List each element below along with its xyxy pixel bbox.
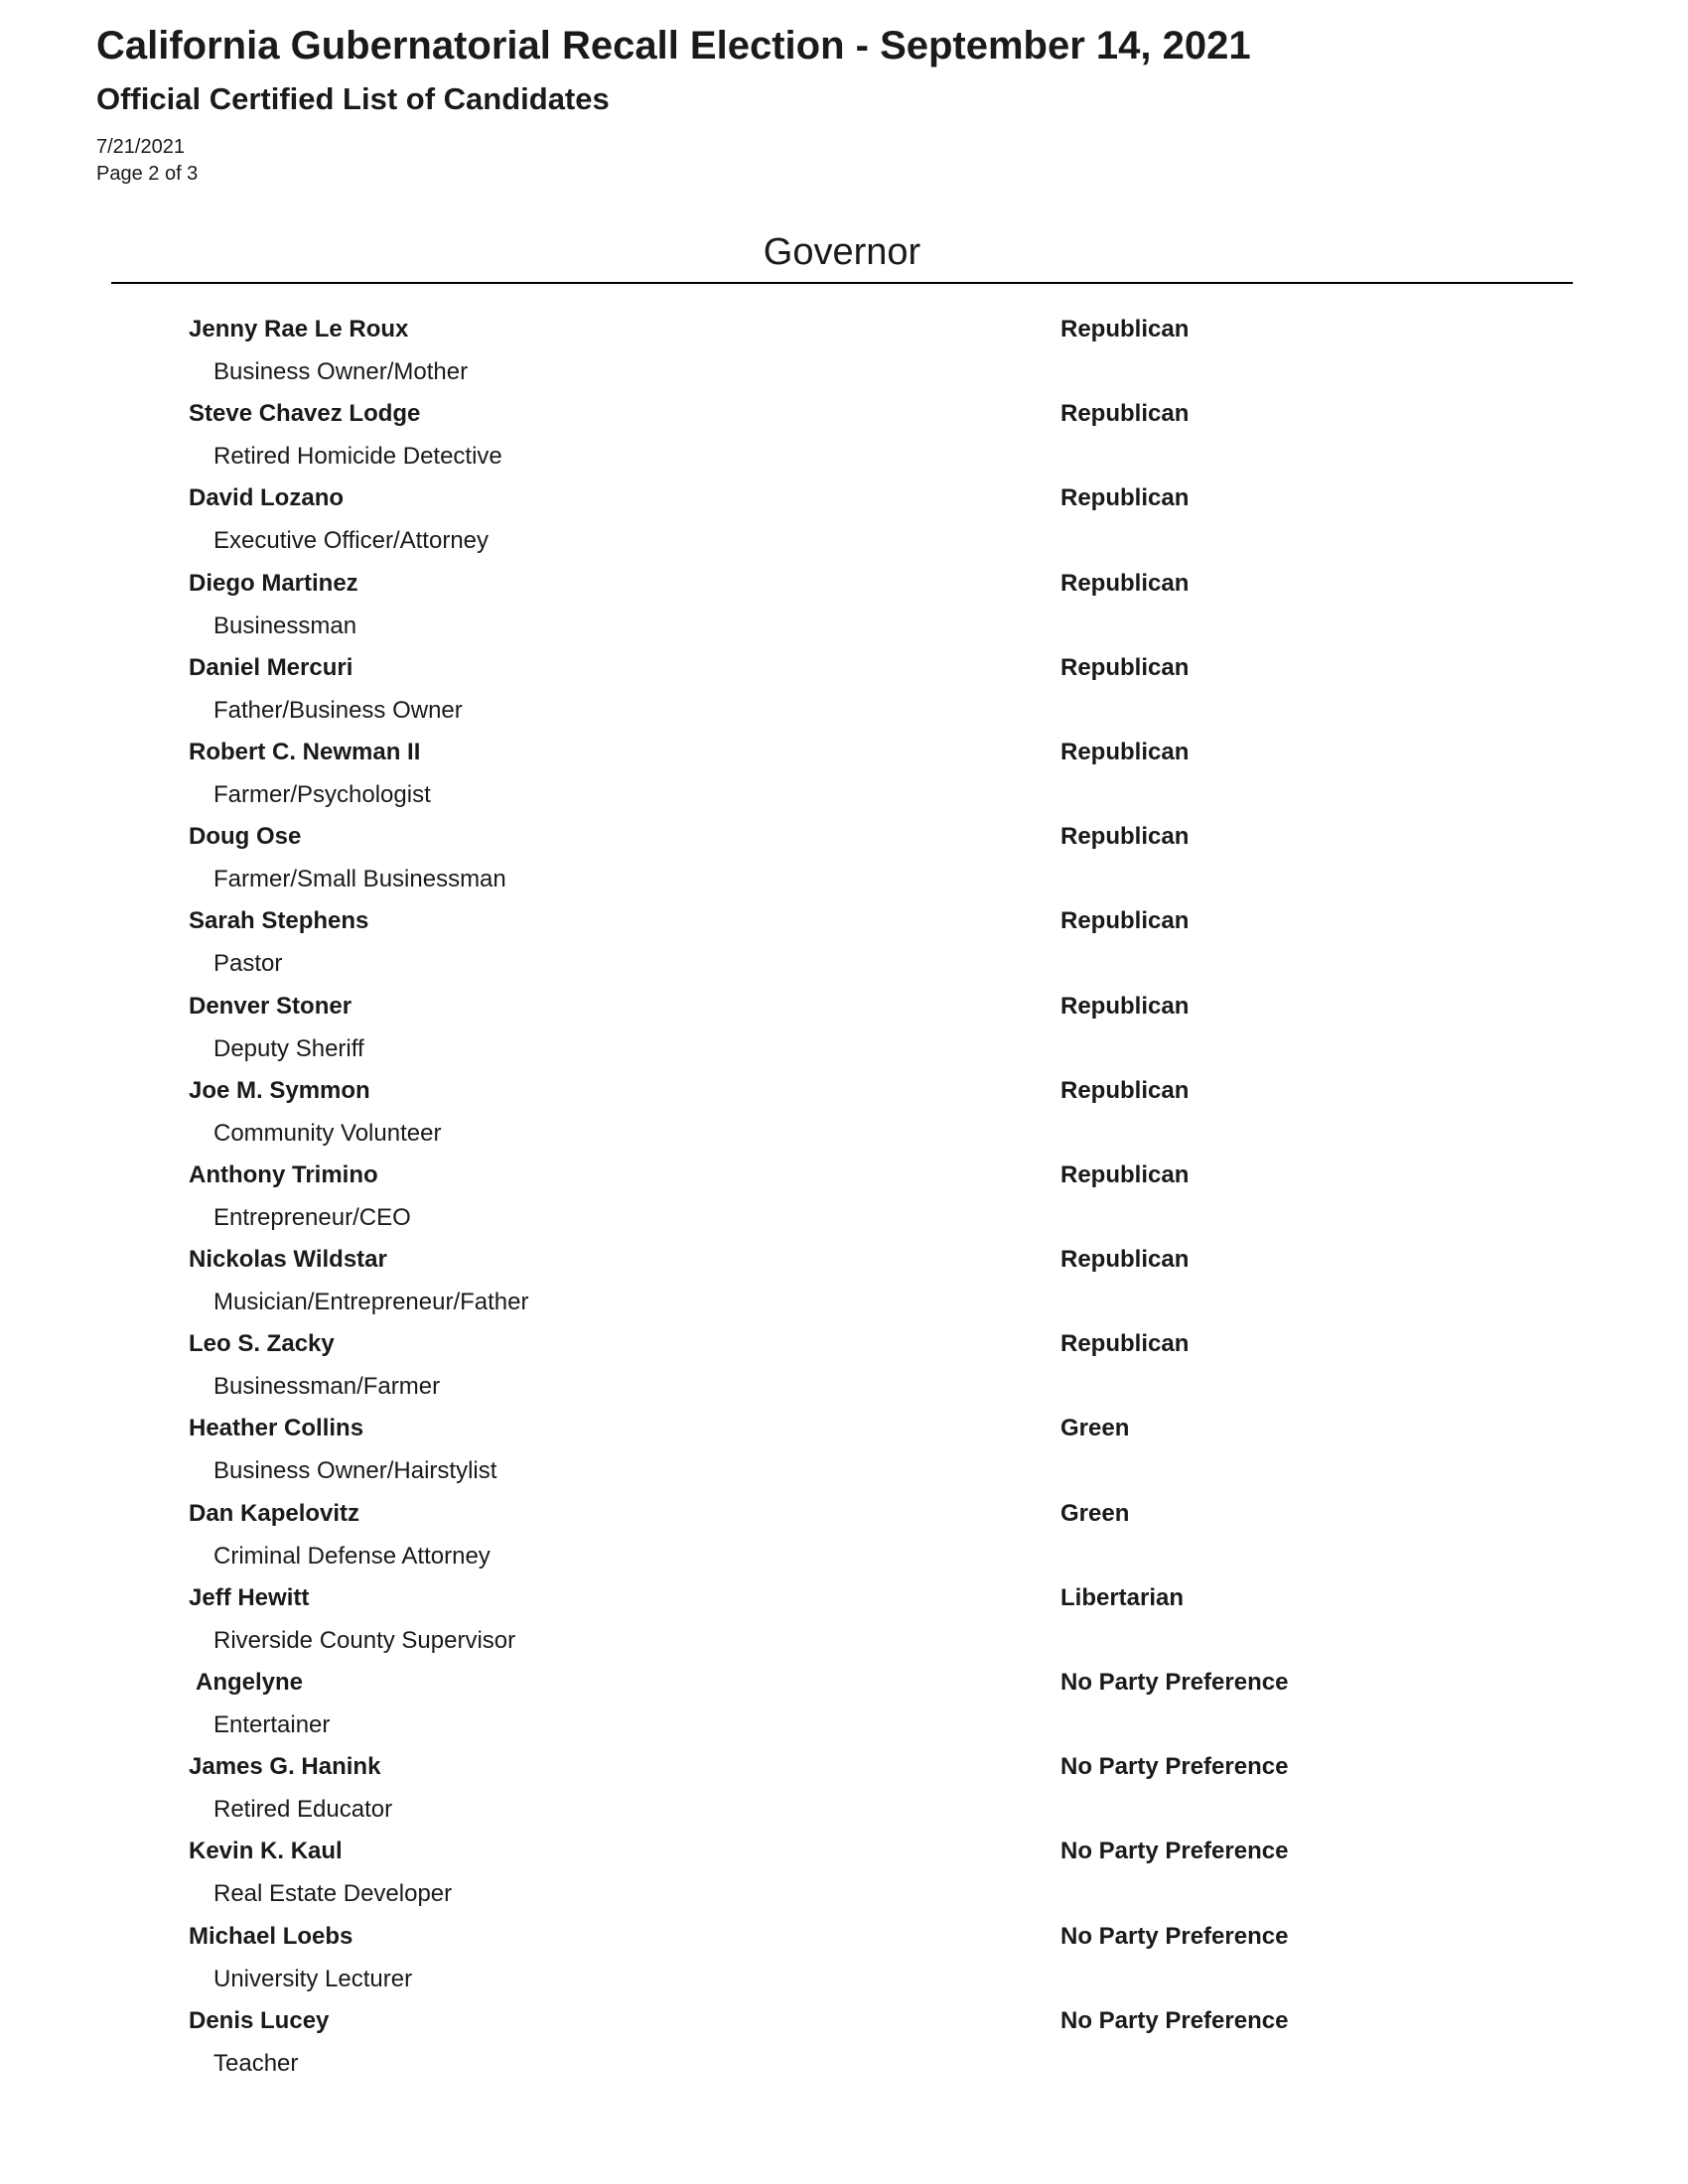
- candidate-party: Republican: [1060, 1330, 1190, 1358]
- candidate-entry: [0, 1072, 1688, 1157]
- candidate-entry: [0, 1664, 1688, 1748]
- candidate-party: Republican: [1060, 316, 1190, 342]
- candidate-party: Green: [1060, 1499, 1130, 1527]
- candidate-party: Republican: [1060, 823, 1190, 851]
- candidate-entry: [0, 2002, 1688, 2087]
- candidate-entry: [0, 395, 1688, 479]
- candidate-occupation: University Lecturer: [213, 1965, 413, 1992]
- candidate-occupation: Deputy Sheriff: [213, 1034, 364, 1062]
- document-subtitle: Official Certified List of Candidates: [96, 81, 610, 116]
- candidate-entry: [0, 1833, 1688, 1917]
- candidate-occupation: Teacher: [213, 2049, 299, 2077]
- candidate-name: Diego Martinez: [189, 569, 358, 597]
- candidate-occupation: Entrepreneur/CEO: [213, 1203, 411, 1231]
- candidate-party: Republican: [1060, 1246, 1190, 1274]
- candidate-entry: [0, 565, 1688, 649]
- candidate-party: No Party Preference: [1060, 1838, 1289, 1865]
- candidate-party: Republican: [1060, 1076, 1190, 1104]
- document-date: 7/21/2021: [96, 136, 185, 158]
- candidate-occupation: Business Owner/Hairstylist: [213, 1457, 497, 1485]
- candidate-party: No Party Preference: [1060, 1922, 1289, 1950]
- candidate-occupation: Businessman: [213, 612, 357, 639]
- candidate-occupation: Retired Homicide Detective: [213, 443, 502, 471]
- candidate-entry: [0, 1325, 1688, 1410]
- candidate-party: Republican: [1060, 400, 1190, 428]
- candidate-name: Denver Stoner: [189, 992, 352, 1020]
- candidate-entry: [0, 1748, 1688, 1833]
- candidate-party: Republican: [1060, 738, 1190, 765]
- candidate-occupation: Musician/Entrepreneur/Father: [213, 1289, 529, 1316]
- candidate-name: David Lozano: [189, 484, 345, 512]
- candidate-party: No Party Preference: [1060, 1669, 1289, 1696]
- candidate-occupation: Executive Officer/Attorney: [213, 527, 490, 555]
- candidate-party: No Party Preference: [1060, 1753, 1289, 1781]
- candidate-entry: [0, 1579, 1688, 1664]
- candidate-entry: [0, 818, 1688, 902]
- candidate-name: Leo S. Zacky: [189, 1330, 335, 1358]
- candidate-party: Republican: [1060, 653, 1190, 681]
- candidate-party: Libertarian: [1060, 1583, 1185, 1611]
- candidate-name: Heather Collins: [189, 1415, 364, 1442]
- candidate-entry: [0, 1918, 1688, 2002]
- candidate-party: Republican: [1060, 992, 1190, 1020]
- candidate-party: Republican: [1060, 484, 1190, 512]
- candidate-party: Republican: [1060, 1160, 1190, 1188]
- candidate-name: Nickolas Wildstar: [189, 1246, 387, 1274]
- candidate-name: Michael Loebs: [189, 1922, 353, 1950]
- candidate-entry: [0, 988, 1688, 1072]
- candidate-entry: [0, 1241, 1688, 1325]
- office-heading: Governor: [763, 231, 921, 273]
- candidate-name: Joe M. Symmon: [189, 1076, 370, 1104]
- candidate-occupation: Criminal Defense Attorney: [213, 1542, 491, 1570]
- candidate-name: Steve Chavez Lodge: [189, 400, 421, 428]
- candidate-name: Dan Kapelovitz: [189, 1499, 360, 1527]
- candidate-occupation: Entertainer: [213, 1711, 331, 1738]
- candidate-name: Angelyne: [196, 1669, 304, 1696]
- candidate-name: Daniel Mercuri: [189, 653, 353, 681]
- page-number: Page 2 of 3: [96, 163, 199, 185]
- candidate-party: Republican: [1060, 569, 1190, 597]
- candidate-entry: [0, 902, 1688, 987]
- candidate-name: Jeff Hewitt: [189, 1583, 310, 1611]
- candidate-occupation: Retired Educator: [213, 1796, 393, 1824]
- heading-divider: [111, 282, 1573, 284]
- candidate-occupation: Real Estate Developer: [213, 1880, 453, 1908]
- document-title: California Gubernatorial Recall Election - September 14, 2021: [96, 24, 1251, 68]
- candidate-party: Green: [1060, 1415, 1130, 1442]
- candidate-entry: [0, 1157, 1688, 1241]
- candidate-list: [0, 311, 1688, 2087]
- candidate-entry: [0, 479, 1688, 564]
- candidate-entry: [0, 1495, 1688, 1579]
- candidate-occupation: Farmer/Psychologist: [213, 780, 431, 808]
- candidate-name: Kevin K. Kaul: [189, 1838, 343, 1865]
- candidate-entry: [0, 734, 1688, 818]
- candidate-name: Doug Ose: [189, 823, 302, 851]
- candidate-entry: [0, 311, 1688, 395]
- candidate-name: Anthony Trimino: [189, 1160, 378, 1188]
- candidate-party: No Party Preference: [1060, 2006, 1289, 2034]
- candidate-occupation: Riverside County Supervisor: [213, 1626, 516, 1654]
- candidate-occupation: Pastor: [213, 950, 283, 978]
- candidate-entry: [0, 649, 1688, 734]
- candidate-entry: [0, 1410, 1688, 1494]
- candidate-name: Jenny Rae Le Roux: [189, 316, 409, 342]
- candidate-occupation: Farmer/Small Businessman: [213, 866, 506, 893]
- candidate-name: James G. Hanink: [189, 1753, 381, 1781]
- candidate-name: Sarah Stephens: [189, 907, 369, 935]
- candidate-party: Republican: [1060, 907, 1190, 935]
- candidate-name: Robert C. Newman II: [189, 738, 421, 765]
- candidate-occupation: Father/Business Owner: [213, 696, 463, 724]
- candidate-occupation: Business Owner/Mother: [213, 358, 469, 385]
- candidate-name: Denis Lucey: [189, 2006, 330, 2034]
- candidate-occupation: Businessman/Farmer: [213, 1373, 441, 1401]
- candidate-occupation: Community Volunteer: [213, 1119, 442, 1147]
